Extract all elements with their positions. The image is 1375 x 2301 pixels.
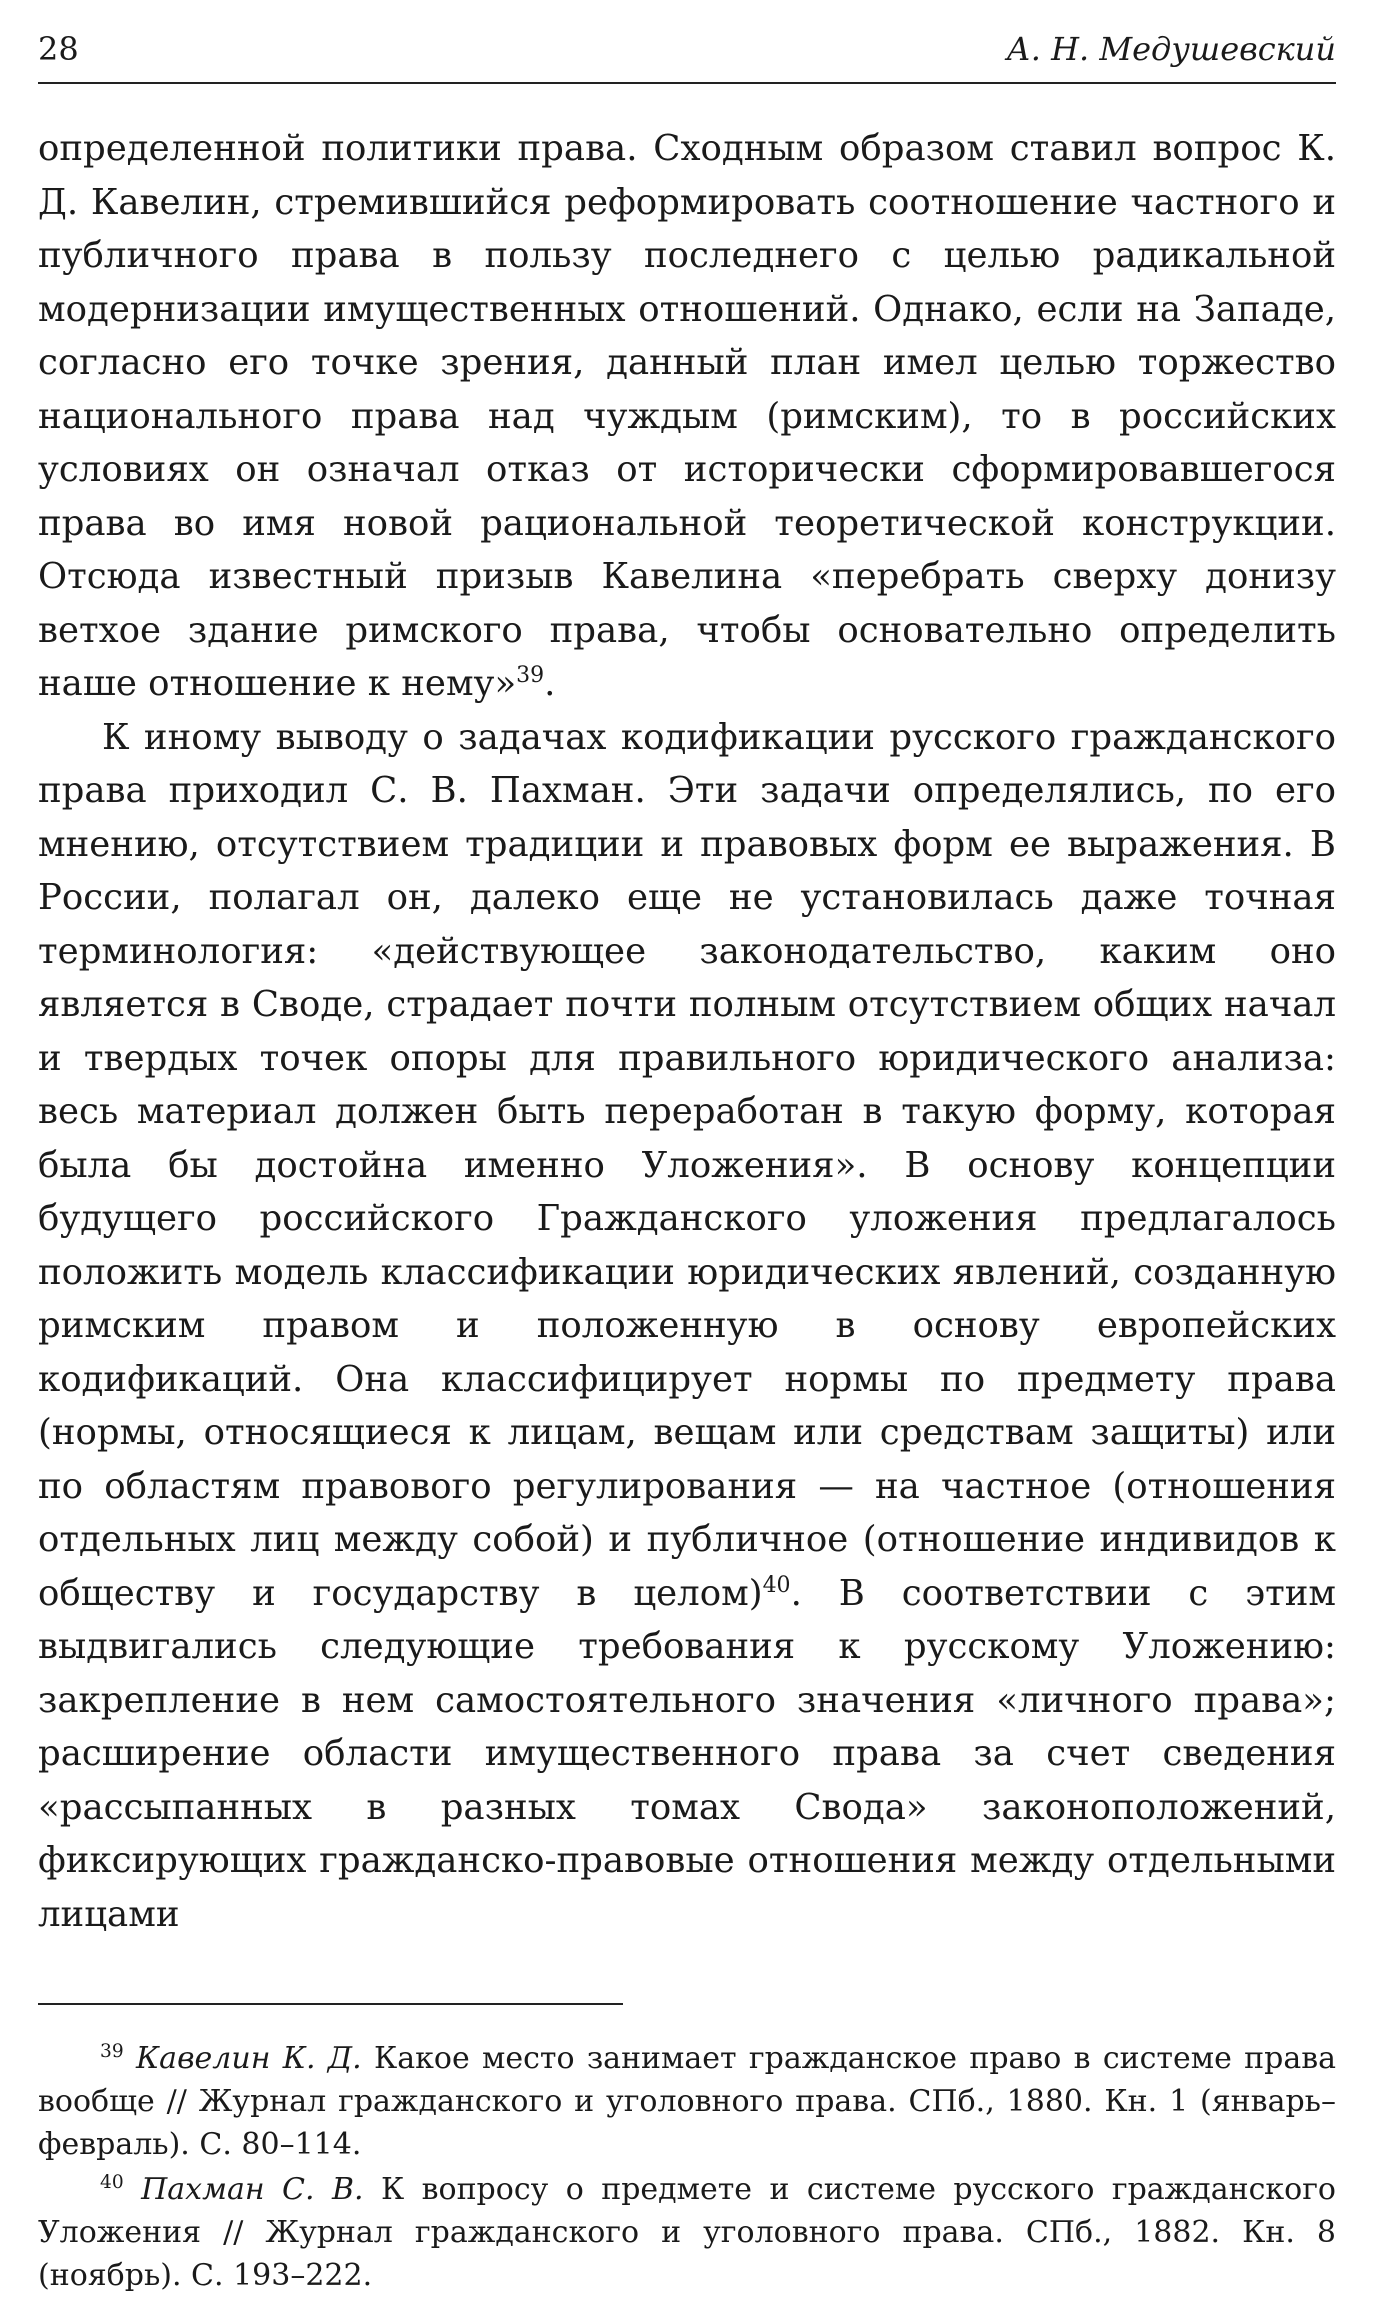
paragraph [38, 711, 1336, 1942]
paragraph [38, 122, 1336, 711]
footnote-text: Какое место занимает гражданское право в системе права вообще // Журнал гражданского и уголовного права. СПб., 1880. Кн. 1 (январь–февраль). С. 80–114. [38, 2041, 1337, 2162]
running-head-author: А. Н. Медушевский [1006, 30, 1336, 68]
footnote-author: Кавелин К. Д. [135, 2041, 362, 2076]
footnote-number: 40 [100, 2172, 124, 2193]
paragraph-tail: . В соответствии с этим выдвигались следующие требования к русскому Уложению: закрепление в нем самостоятельного значения «личного права»; расширение области имущественного права за счет сведения «рассыпанных в разных томах Свода» законоположений, фиксирующих гражданско-правовые отношения между отдельными лицами [38, 1572, 1336, 1935]
footnote-text: К вопросу о предмете и системе русского гражданского Уложения // Журнал гражданского и уголовного права. СПб., 1882. Кн. 8 (ноябрь). С. 193–222. [38, 2172, 1336, 2293]
footnote-number: 39 [100, 2041, 124, 2062]
footnote [38, 2037, 1336, 2166]
document-page [38, 20, 1337, 2293]
footnote-reference[interactable]: 40 [762, 1572, 791, 1598]
body-text [38, 122, 1336, 1941]
footnote-separator [38, 2003, 623, 2005]
running-head [38, 20, 1336, 78]
paragraph-tail: . [544, 663, 556, 704]
header-rule [38, 82, 1336, 84]
footnote-reference[interactable]: 39 [516, 663, 545, 689]
paragraph-text: определенной политики права. Сходным образом ставил вопрос К. Д. Кавелин, стремившийся реформировать соотношение частного и публичного права в пользу последнего с целью радикальной модернизации имущественных отношений. Однако, если на Западе, согласно его точке зрения, данный план имел целью торжество национального права над чуждым (римским), то в российских условиях он означал отказ от исторически сформировавшегося права во имя новой рациональной теоретической конструкции. Отсюда известный призыв Кавелина «перебрать сверху донизу ветхое здание римского права, чтобы основательно определить наше отношение к нему» [38, 128, 1336, 704]
footnote-author: Пахман С. В. [141, 2172, 364, 2207]
footnote [38, 2168, 1336, 2297]
paragraph-text: К иному выводу о задачах кодификации русского гражданского права приходил С. В. Пахман. Эти задачи определялись, по его мнению, отсутствием традиции и правовых форм ее выражения. В России, полагал он, далеко еще не установилась даже точная терминология: «действующее законодательство, каким оно является в Своде, страдает почти полным отсутствием общих начал и твердых точек опоры для правильного юридического анализа: весь материал должен быть переработан в такую форму, которая была бы достойна именно Уложения». В основу концепции будущего российского Гражданского уложения предлагалось положить модель классификации юридических явлений, созданную римским правом и положенную в основу европейских кодификаций. Она классифицирует нормы по предмету права (нормы, относящиеся к лицам, вещам или средствам защиты) или по областям правового регулирования — на частное (отношения отдельных лиц между собой) и публичное (отношение индивидов к обществу и государству в целом) [38, 716, 1336, 1614]
page-number: 28 [38, 30, 79, 68]
footnotes [38, 2037, 1336, 2297]
